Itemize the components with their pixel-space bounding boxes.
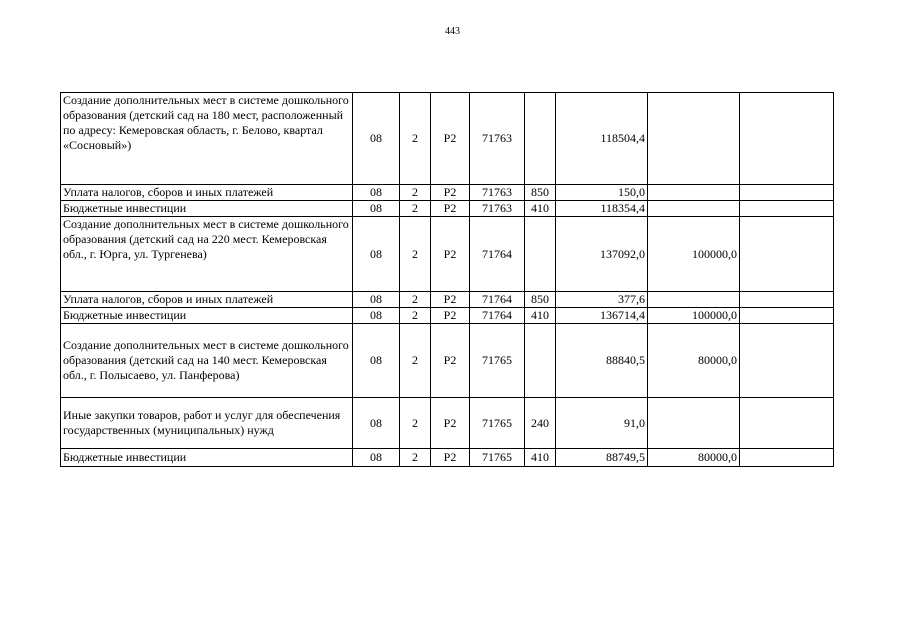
row-amount-2 xyxy=(648,201,740,217)
row-program: P2 xyxy=(431,185,470,201)
row-subsection: 2 xyxy=(400,398,431,449)
table-row xyxy=(61,398,834,449)
row-amount-2: 80000,0 xyxy=(648,449,740,467)
row-name: Бюджетные инвестиции xyxy=(61,449,353,467)
row-section: 08 xyxy=(353,449,400,467)
row-name: Иные закупки товаров, работ и услуг для обеспечения государственных (муниципальных) нужд xyxy=(61,398,353,449)
row-section: 08 xyxy=(353,324,400,398)
table-row xyxy=(61,292,834,308)
row-program: P2 xyxy=(431,449,470,467)
row-subsection: 2 xyxy=(400,201,431,217)
row-amount-2 xyxy=(648,185,740,201)
row-amount-1: 118504,4 xyxy=(556,93,648,185)
row-section: 08 xyxy=(353,308,400,324)
row-expense-type xyxy=(525,217,556,292)
row-expense-type: 850 xyxy=(525,185,556,201)
row-section: 08 xyxy=(353,398,400,449)
row-amount-2: 100000,0 xyxy=(648,308,740,324)
row-subsection: 2 xyxy=(400,93,431,185)
row-program: P2 xyxy=(431,292,470,308)
row-name: Бюджетные инвестиции xyxy=(61,308,353,324)
row-subsection: 2 xyxy=(400,449,431,467)
row-article: 71764 xyxy=(470,308,525,324)
row-article: 71763 xyxy=(470,93,525,185)
table-row xyxy=(61,324,834,398)
row-section: 08 xyxy=(353,292,400,308)
row-section: 08 xyxy=(353,93,400,185)
row-amount-2 xyxy=(648,292,740,308)
row-name: Уплата налогов, сборов и иных платежей xyxy=(61,292,353,308)
row-amount-3 xyxy=(740,201,834,217)
row-article: 71765 xyxy=(470,398,525,449)
row-name: Создание дополнительных мест в системе дошкольного образования (детский сад на 140 мест. Кемеровская обл., г. Полысаево, ул. Панферова) xyxy=(61,324,353,398)
row-section: 08 xyxy=(353,217,400,292)
row-amount-1: 91,0 xyxy=(556,398,648,449)
row-amount-2: 100000,0 xyxy=(648,217,740,292)
row-amount-3 xyxy=(740,217,834,292)
row-article: 71764 xyxy=(470,217,525,292)
row-subsection: 2 xyxy=(400,185,431,201)
table-row xyxy=(61,308,834,324)
row-amount-3 xyxy=(740,449,834,467)
row-expense-type: 410 xyxy=(525,308,556,324)
row-amount-1: 88749,5 xyxy=(556,449,648,467)
row-name: Создание дополнительных мест в системе дошкольного образования (детский сад на 220 мест. Кемеровская обл., г. Юрга, ул. Тургенева) xyxy=(61,217,353,292)
row-amount-2 xyxy=(648,398,740,449)
row-subsection: 2 xyxy=(400,292,431,308)
row-amount-1: 88840,5 xyxy=(556,324,648,398)
row-amount-2: 80000,0 xyxy=(648,324,740,398)
budget-table xyxy=(60,92,834,467)
row-program: P2 xyxy=(431,217,470,292)
row-expense-type: 410 xyxy=(525,449,556,467)
row-name: Уплата налогов, сборов и иных платежей xyxy=(61,185,353,201)
row-amount-1: 377,6 xyxy=(556,292,648,308)
row-amount-1: 118354,4 xyxy=(556,201,648,217)
row-program: P2 xyxy=(431,398,470,449)
row-amount-2 xyxy=(648,93,740,185)
table-row xyxy=(61,185,834,201)
row-expense-type: 850 xyxy=(525,292,556,308)
row-amount-1: 150,0 xyxy=(556,185,648,201)
row-subsection: 2 xyxy=(400,217,431,292)
row-amount-3 xyxy=(740,185,834,201)
row-subsection: 2 xyxy=(400,308,431,324)
row-article: 71763 xyxy=(470,185,525,201)
row-amount-3 xyxy=(740,398,834,449)
row-program: P2 xyxy=(431,93,470,185)
row-amount-1: 137092,0 xyxy=(556,217,648,292)
row-program: P2 xyxy=(431,201,470,217)
row-amount-3 xyxy=(740,308,834,324)
row-article: 71764 xyxy=(470,292,525,308)
table-row xyxy=(61,93,834,185)
row-program: P2 xyxy=(431,324,470,398)
row-program: P2 xyxy=(431,308,470,324)
table-row xyxy=(61,201,834,217)
row-expense-type xyxy=(525,324,556,398)
row-name: Создание дополнительных мест в системе дошкольного образования (детский сад на 180 мест, расположенный по адресу: Кемеровская область, г. Белово, квартал «Сосновый») xyxy=(61,93,353,185)
row-section: 08 xyxy=(353,201,400,217)
row-amount-1: 136714,4 xyxy=(556,308,648,324)
row-section: 08 xyxy=(353,185,400,201)
row-amount-3 xyxy=(740,93,834,185)
row-subsection: 2 xyxy=(400,324,431,398)
row-article: 71765 xyxy=(470,449,525,467)
row-amount-3 xyxy=(740,292,834,308)
row-article: 71765 xyxy=(470,324,525,398)
row-amount-3 xyxy=(740,324,834,398)
row-article: 71763 xyxy=(470,201,525,217)
table-row xyxy=(61,449,834,467)
row-expense-type xyxy=(525,93,556,185)
table-row xyxy=(61,217,834,292)
row-expense-type: 410 xyxy=(525,201,556,217)
row-expense-type: 240 xyxy=(525,398,556,449)
row-name: Бюджетные инвестиции xyxy=(61,201,353,217)
page-number: 443 xyxy=(445,26,460,37)
